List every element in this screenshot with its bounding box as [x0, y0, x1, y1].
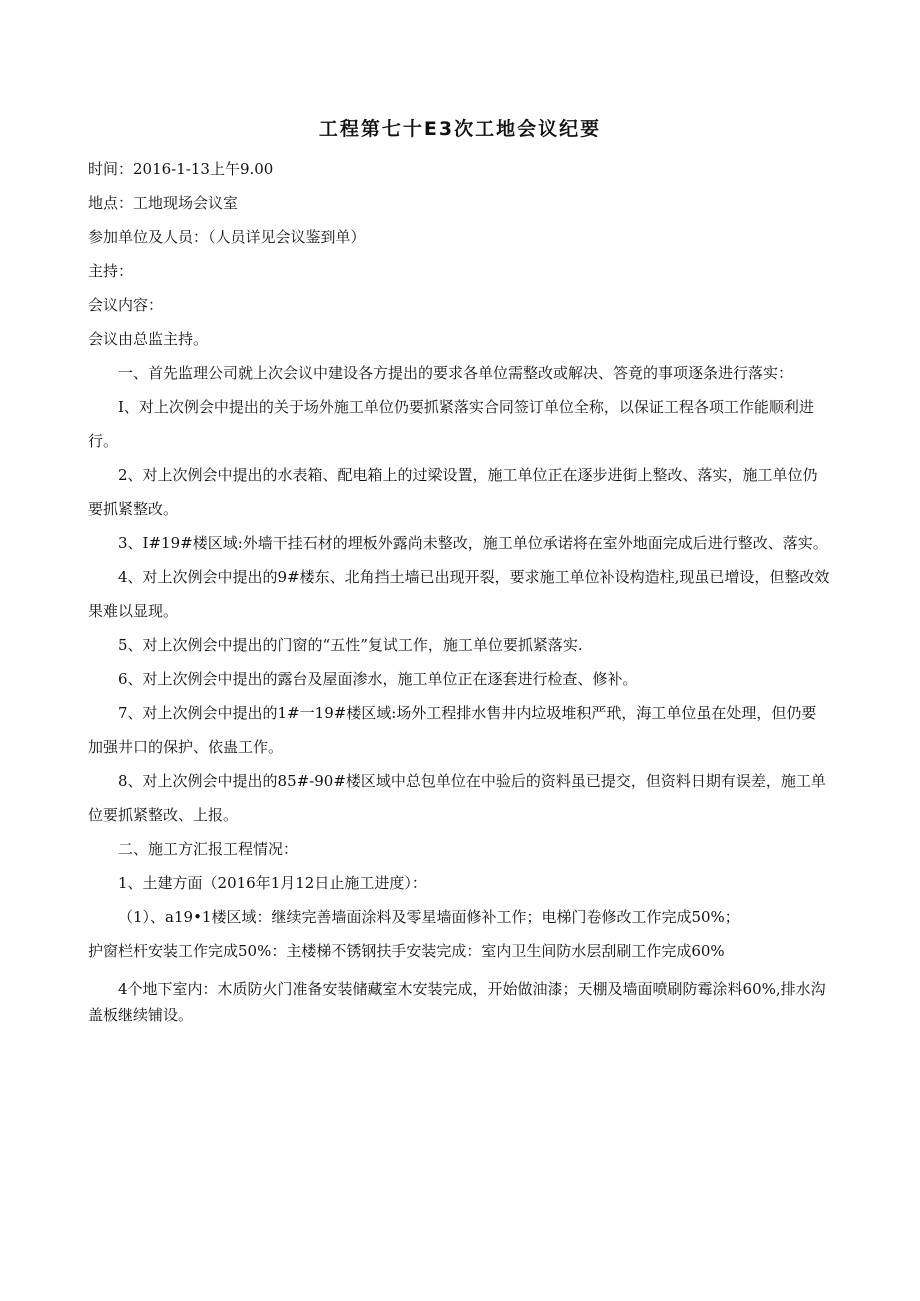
section-2-heading: 二、施工方汇报工程情况： [118, 840, 299, 858]
item-5: 5、对上次例会中提出的门窗的“五性”复试工作，施工单位要抓紧落实. [118, 636, 583, 654]
item-2: 2、对上次例会中提出的水表箱、配电箱上的过梁设置，施工单位正在逐步进街上整改、落实，施工单位仍要抓紧整改。 [88, 466, 818, 518]
meeting-chair: 会议由总监主持。 [88, 330, 209, 348]
item-4: 4、对上次例会中提出的9#楼东、北角挡土墙已出现开裂，要求施工单位补设构造柱,现虽已增设，但整改效果难以显现。 [88, 568, 830, 620]
meeting-content-label: 会议内容： [88, 296, 164, 314]
document-title: 工程第七十E3次工地会议纪要 [318, 118, 602, 140]
meeting-place: 地点：工地现场会议室 [88, 194, 239, 212]
meeting-host: 主持： [88, 262, 134, 280]
section-1-heading: 一、首先监理公司就上次会议中建设各方提出的要求各单位需整改或解决、答竟的事项逐条进行落实： [118, 364, 794, 382]
subsection-1-1-line-2: 护窗栏杆安装工作完成50%：主楼梯不锈钢扶手安装完成：室内卫生间防水层刮刷工作完成60% [88, 942, 725, 960]
meeting-attendees: 参加单位及人员：（人员详见会议鉴到单） [88, 228, 366, 246]
item-3: 3、I#19#楼区域:外墙干挂石材的埋板外露尚未整改，施工单位承诺将在室外地面完成后进行整改、落实。 [118, 534, 828, 552]
item-7: 7、对上次例会中提出的1#一19#楼区域:场外工程排水售井内垃圾堆积严玳，海工单位虽在处理，但仍要加强井口的保护、依蛊工作。 [88, 704, 817, 756]
subsection-1-1-line-1: （1）、a19•1楼区域：继续完善墙面涂料及零星墙面修补工作；电梯门卷修改工作完成50%； [118, 908, 740, 926]
meeting-time: 时间：2016-1-13上午9.00 [88, 160, 274, 178]
basement-progress: 4个地下室内：木质防火门准备安装储藏室木安装完成，开始做油漆；天棚及墙面喷刷防霉涂料60%,排水沟盖板继续铺设。 [88, 980, 826, 1024]
subsection-1: 1、土建方面（2016年1月12日止施工进度）： [118, 874, 427, 892]
document-body [88, 152, 830, 1028]
item-6: 6、对上次例会中提出的露台及屋面渗水，施工单位正在逐套进行检查、修补。 [118, 670, 638, 688]
item-1: I、对上次例会中提出的关于场外施工单位仍要抓紧落实合同签订单位全称，以保证工程各项工作能顺利进行。 [88, 398, 814, 450]
item-8: 8、对上次例会中提出的85#-90#楼区域中总包单位在中验后的资料虽已提交，但资料日期有误差，施工单位要抓紧整改、上报。 [88, 772, 826, 824]
